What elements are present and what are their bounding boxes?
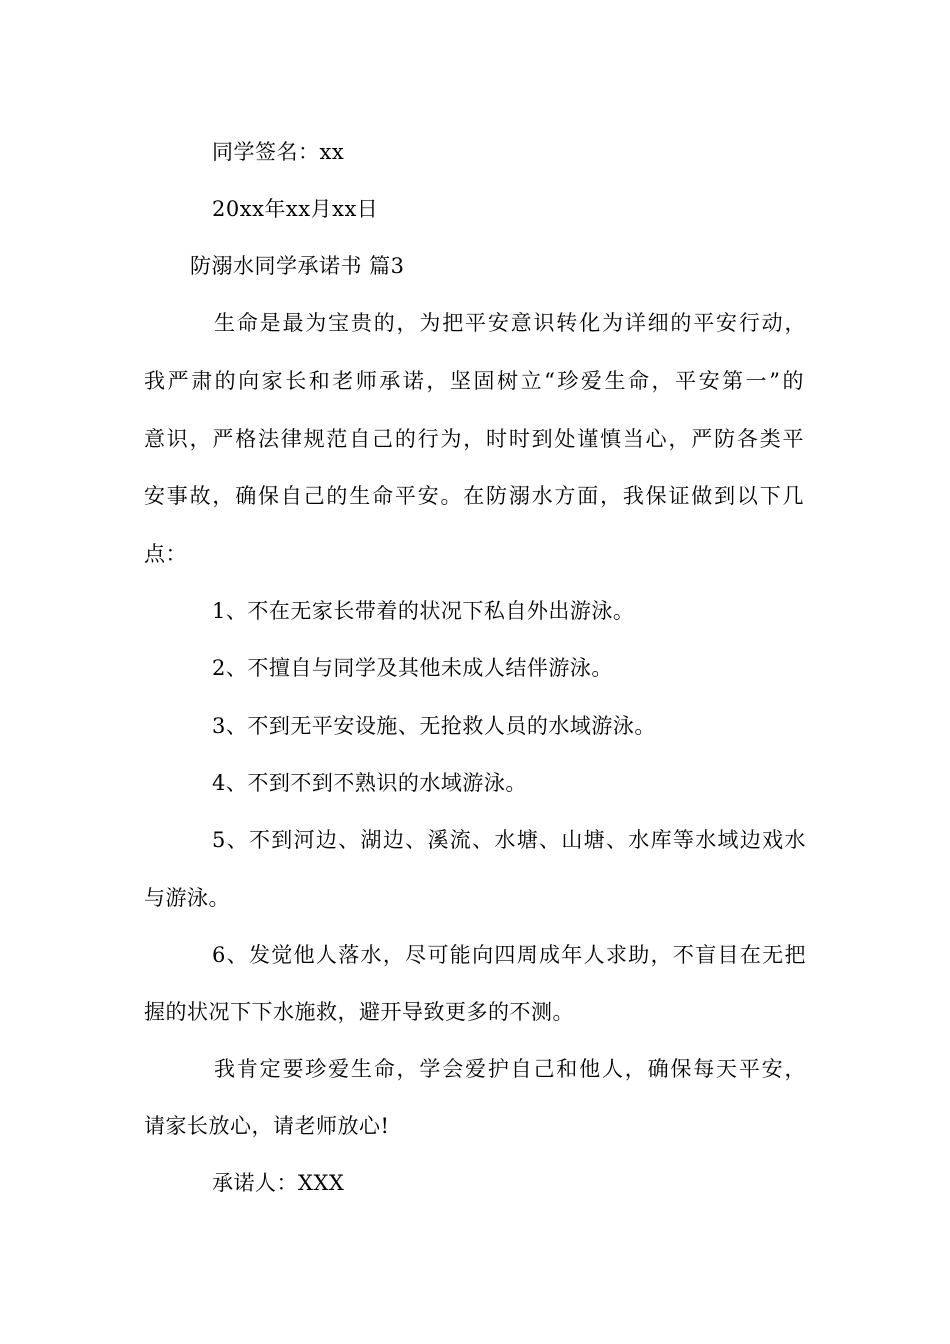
student-signature: 同学签名：xx xyxy=(212,140,345,164)
intro-line-4: 安事故，确保自己的生命平安。在防溺水方面，我保证做到以下几 xyxy=(144,484,804,508)
list-item-6-line-1: 6、发觉他人落水，尽可能向四周成年人求助，不盲目在无把 xyxy=(212,943,806,967)
list-item-4: 4、不到不到不熟识的水域游泳。 xyxy=(212,771,527,795)
intro-line-5: 点： xyxy=(144,542,187,566)
closing-line-2: 请家长放心，请老师放心! xyxy=(144,1114,390,1138)
list-item-1: 1、不在无家长带着的状况下私自外出游泳。 xyxy=(212,599,635,623)
section-title: 防溺水同学承诺书 篇3 xyxy=(190,254,405,278)
intro-line-2: 我严肃的向家长和老师承诺，坚固树立“珍爱生命，平安第一”的 xyxy=(144,369,804,393)
closing-line-1: 我肯定要珍爱生命，学会爱护自己和他人，确保每天平安， xyxy=(214,1057,806,1081)
list-item-5-line-2: 与游泳。 xyxy=(144,886,230,910)
intro-line-1: 生命是最为宝贵的，为把平安意识转化为详细的平安行动， xyxy=(214,311,806,335)
list-item-6-line-2: 握的状况下下水施救，避开导致更多的不测。 xyxy=(144,1000,574,1024)
date-line: 20xx年xx月xx日 xyxy=(212,197,379,221)
list-item-5-line-1: 5、不到河边、湖边、溪流、水塘、山塘、水库等水域边戏水 xyxy=(212,828,806,852)
promiser-signature: 承诺人：XXX xyxy=(212,1171,345,1195)
intro-line-3: 意识，严格法律规范自己的行为，时时到处谨慎当心，严防各类平 xyxy=(144,427,804,451)
list-item-2: 2、不擅自与同学及其他未成人结伴游泳。 xyxy=(212,656,613,680)
list-item-3: 3、不到无平安设施、无抢救人员的水域游泳。 xyxy=(212,714,656,738)
